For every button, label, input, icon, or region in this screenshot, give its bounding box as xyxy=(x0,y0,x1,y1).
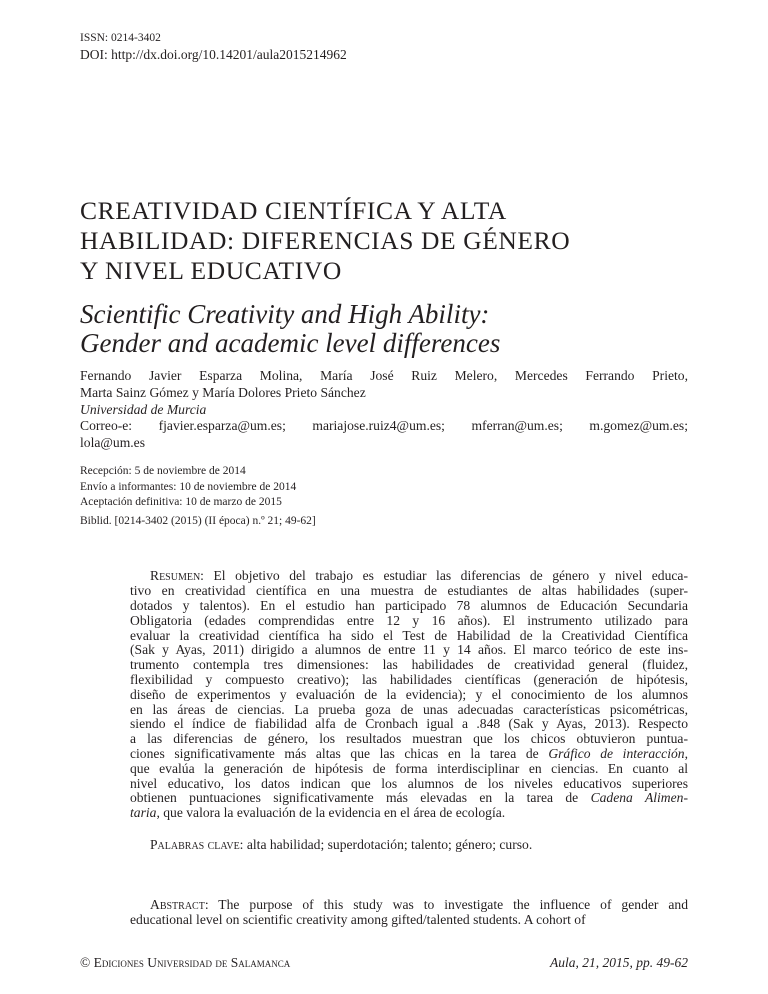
resumen-block xyxy=(130,569,688,821)
text-line: taria, que valora la evaluación de la evidencia en el área de ecología. xyxy=(130,805,506,821)
text-line: Resumen: El objetivo del trabajo es estudiar las diferencias de género y nivel educa- xyxy=(150,568,688,584)
text-line: trumento contempla tres dimensiones: las habilidades de creatividad general (fluidez, xyxy=(130,657,688,673)
authors-line: Fernando Javier Esparza Molina, María José Ruiz Melero, Mercedes Ferrando Prieto, xyxy=(80,368,688,383)
authors-line: Marta Sainz Gómez y María Dolores Prieto Sánchez xyxy=(80,384,366,400)
subtitle-line: Gender and academic level differences xyxy=(80,328,501,358)
affiliation: Universidad de Murcia xyxy=(80,401,207,417)
text-line: tivo en creatividad científica en una muestra de estudiantes de altas habilidades (super- xyxy=(130,583,688,599)
keywords-label: Palabras clave: xyxy=(150,836,244,852)
accepted-date: Aceptación definitiva: 10 de marzo de 2015 xyxy=(80,496,282,509)
text-line: ciones significativamente más altas que las chicas en la tarea de Gráfico de interacción, xyxy=(130,745,688,761)
page-footer xyxy=(80,955,688,971)
title-line: Y NIVEL EDUCATIVO xyxy=(80,256,342,285)
keywords-text: alta habilidad; superdotación; talento; género; curso. xyxy=(243,836,533,852)
text-line: educational level on scientific creativity among gifted/talented students. A cohort of xyxy=(130,911,586,927)
text-line: nivel educativo, los datos indican que los alumnos de los niveles educativos superiores xyxy=(130,775,688,791)
sent-date: Envío a informantes: 10 de noviembre de 2014 xyxy=(80,480,297,493)
text-line: (Sak y Ayas, 2011) dirigido a alumnos de entre 11 y 14 años. El marco teórico de este ins- xyxy=(130,642,688,658)
text-line: a las diferencias de género, los resultados muestran que los chicos obtuvieron puntua- xyxy=(130,731,688,747)
text-line: dotados y talentos). En el estudio han participado 78 alumnos de Educación Secundaria xyxy=(130,597,688,613)
publisher: © Ediciones Universidad de Salamanca xyxy=(80,955,291,970)
article-title xyxy=(80,196,688,286)
title-line: HABILIDAD: DIFERENCIAS DE GÉNERO xyxy=(80,226,571,255)
title-line: CREATIVIDAD CIENTÍFICA Y ALTA xyxy=(80,196,507,225)
reception-date: Recepción: 5 de noviembre de 2014 xyxy=(80,464,246,477)
text-line: diseño de experimentos y evaluación de la evidencia); y el conocimiento de los alumnos xyxy=(130,686,688,702)
section-label: Resumen: xyxy=(150,568,204,584)
keywords xyxy=(150,837,688,852)
authors-block xyxy=(80,368,688,452)
issn: ISSN: 0214-3402 xyxy=(80,32,161,44)
subtitle-line: Scientific Creativity and High Ability: xyxy=(80,299,490,329)
english-title xyxy=(80,300,688,358)
text-line: evaluar la creatividad científica ha sido el Test de Habilidad de la Creatividad Científica xyxy=(130,627,688,643)
text-line: en las áreas de ciencias. La prueba goza de unas adecuadas características psicométricas, xyxy=(130,701,688,717)
email-line: Correo-e: fjavier.esparza@um.es; mariajose.ruiz4@um.es; mferran@um.es; m.gomez@um.es; xyxy=(80,418,688,434)
section-label: Abstract: xyxy=(150,896,209,912)
text-line: Abstract: The purpose of this study was to investigate the influence of gender and xyxy=(150,896,688,912)
abstract-block xyxy=(130,897,688,927)
text-line: obtienen puntuaciones significativamente más elevadas en la tarea de Cadena Alimen- xyxy=(130,790,688,806)
text-line: flexibilidad y compuesto creativo); las habilidades científicas (generación de hipótesis, xyxy=(130,671,688,687)
email-line: lola@um.es xyxy=(80,435,145,451)
journal-citation: Aula, 21, 2015, pp. 49-62 xyxy=(550,955,688,970)
dates-block xyxy=(80,464,688,511)
page-body xyxy=(80,30,688,927)
doi: DOI: http://dx.doi.org/10.14201/aula2015214962 xyxy=(80,47,347,62)
biblid: Biblid. [0214-3402 (2015) (II época) n.º 21; 49-62] xyxy=(80,514,316,527)
text-line: siendo el índice de fiabilidad alfa de Cronbach igual a .848 (Sak y Ayas, 2013). Respecto xyxy=(130,716,688,732)
text-line: que evalúa la generación de hipótesis de forma interdisciplinar en ciencias. En cuanto al xyxy=(130,760,688,776)
text-line: Obligatoria (edades comprendidas entre 12 y 16 años). El instrumento utilizado para xyxy=(130,612,688,628)
